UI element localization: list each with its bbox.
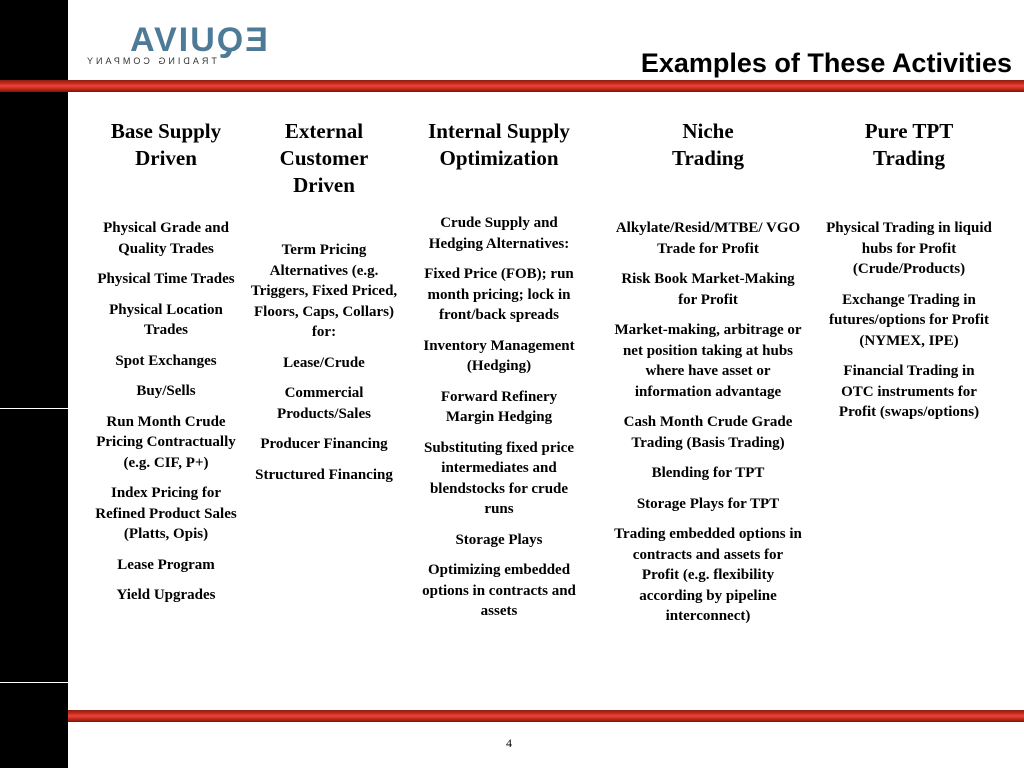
- sidebar-divider: [0, 408, 68, 409]
- column-heading: Internal Supply Optimization: [428, 119, 570, 170]
- list-item: Fixed Price (FOB); run month pricing; lock in front/back spreads: [424, 266, 574, 323]
- company-logo: [80, 20, 280, 70]
- list-item: Alkylate/Resid/MTBE/ VGO Trade for Profit: [615, 220, 801, 257]
- list-item: Exchange Trading in futures/options for Profit (NYMEX, IPE): [829, 291, 989, 349]
- column-items: [92, 218, 240, 616]
- list-item: Index Pricing for Refined Product Sales (Platts, Opis): [95, 485, 237, 542]
- list-item: Structured Financing: [255, 466, 393, 483]
- list-item: Storage Plays for TPT: [636, 495, 780, 512]
- column-items: [826, 218, 992, 433]
- list-item: Storage Plays: [455, 531, 543, 548]
- logo-subtext: TRADING COMPANY: [84, 56, 217, 66]
- left-sidebar-bar: [0, 0, 68, 768]
- column-items: [250, 240, 398, 495]
- column-base-supply: [92, 118, 240, 603]
- header-rule: [0, 80, 1024, 92]
- list-item: Physical Grade and Quality Trades: [103, 220, 229, 257]
- list-item: Cash Month Crude Grade Trading (Basis Trading): [623, 414, 793, 451]
- list-item: Crude Supply and Hedging Alternatives:: [428, 215, 570, 252]
- list-item: Optimizing embedded options in contracts and assets: [422, 562, 576, 619]
- column-internal-supply: [418, 118, 580, 619]
- list-item: Physical Trading in liquid hubs for Profit (Crude/Products): [826, 220, 992, 277]
- slide-title: Examples of These Activities: [640, 48, 1012, 78]
- list-item: Lease/Crude: [283, 354, 365, 371]
- logo-wordmark: EQUIVA: [128, 21, 268, 59]
- list-item: Trading embedded options in contracts and assets for Profit (e.g. flexibility according by pipeline interconnect): [614, 526, 802, 624]
- list-item: Forward Refinery Margin Hedging: [440, 388, 558, 425]
- column-items: [418, 213, 580, 632]
- footer-rule: [68, 710, 1024, 722]
- list-item: Physical Time Trades: [97, 271, 235, 287]
- list-item: Blending for TPT: [651, 465, 765, 481]
- list-item: Lease Program: [117, 556, 215, 573]
- list-item: Commercial Products/Sales: [277, 385, 371, 422]
- list-item: Yield Upgrades: [116, 587, 216, 603]
- column-heading: Niche Trading: [672, 119, 744, 170]
- list-item: Inventory Management (Hedging): [423, 337, 575, 374]
- list-item: Substituting fixed price intermediates and blendstocks for crude runs: [423, 439, 574, 517]
- list-item: Financial Trading in OTC instruments for Profit (swaps/options): [838, 363, 980, 420]
- list-item: Physical Location Trades: [109, 301, 223, 338]
- column-external-customer: [250, 118, 398, 483]
- list-item: Market-making, arbitrage or net position taking at hubs where have asset or information advantage: [614, 322, 802, 400]
- page-number: 4: [506, 736, 512, 750]
- sidebar-divider: [0, 682, 68, 683]
- column-heading: External Customer Driven: [279, 119, 369, 197]
- column-pure-tpt: [826, 118, 992, 420]
- list-item: Producer Financing: [260, 436, 388, 452]
- column-heading: Base Supply Driven: [110, 119, 222, 170]
- list-item: Term Pricing Alternatives (e.g. Triggers, Fixed Priced, Floors, Caps, Collars) for:: [250, 242, 398, 340]
- column-items: [614, 218, 802, 637]
- column-niche-trading: [614, 118, 802, 624]
- column-heading: Pure TPT Trading: [864, 119, 954, 170]
- list-item: Buy/Sells: [136, 383, 196, 399]
- list-item: Run Month Crude Pricing Contractually (e.g. CIF, P+): [96, 413, 236, 471]
- list-item: Risk Book Market-Making for Profit: [621, 271, 795, 308]
- list-item: Spot Exchanges: [115, 352, 217, 369]
